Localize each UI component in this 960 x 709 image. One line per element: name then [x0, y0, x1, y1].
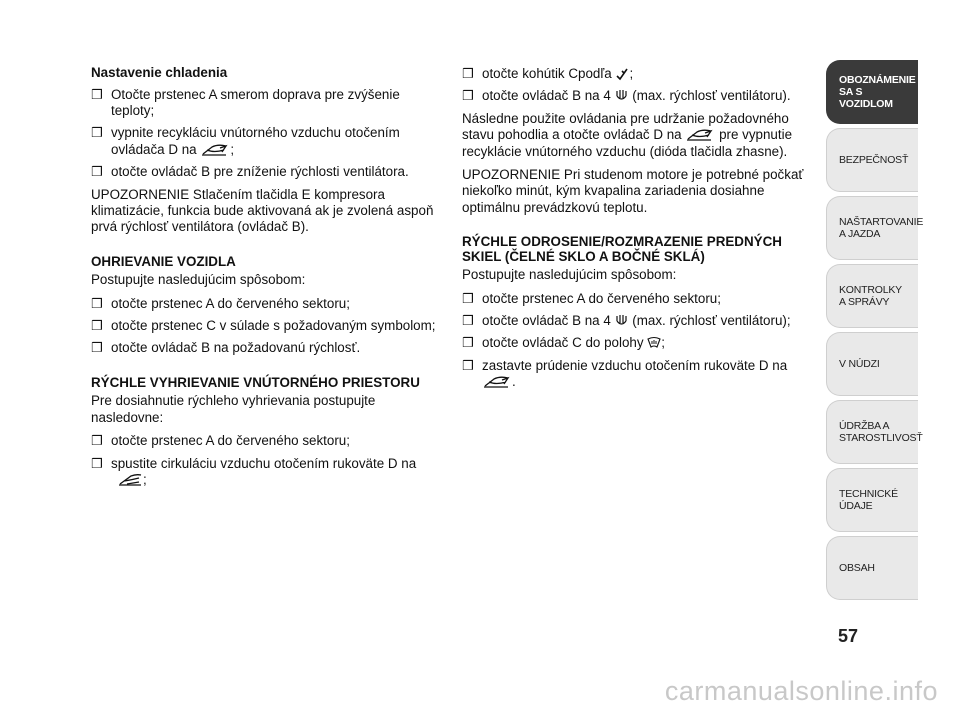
tab-nastartovanie[interactable]: NAŠTARTOVANIE A JAZDA [826, 196, 918, 260]
heating-intro: Postupujte nasledujúcim spôsobom: [91, 272, 306, 288]
recirculation-off-icon [685, 128, 715, 142]
list-item: ❒ Otočte prstenec A smerom doprava pre zvýšenie teploty; [91, 86, 400, 118]
list-item: ❒ otočte ovládač C do polohy ; [462, 335, 666, 351]
checkbox-bullet-icon: ❒ [462, 290, 474, 306]
checkbox-bullet-icon: ❒ [91, 455, 103, 471]
fan-max-icon [615, 89, 629, 103]
checkbox-bullet-icon: ❒ [91, 295, 103, 311]
list-item: ❒ otočte kohútik Cpodľa ; [462, 66, 634, 81]
fan-max-icon [615, 314, 629, 328]
recirculation-on-icon [117, 473, 143, 487]
right-column [462, 66, 817, 397]
heading-defrost: RÝCHLE ODROSENIE/ROZMRAZENIE PREDNÝCH SKIEL (ČELNÉ SKLO A BOČNÉ SKLÁ) [462, 234, 782, 264]
list-item: ❒ vypnite recykláciu vnútorného vzduchu otočením ovládača D na ; [91, 125, 400, 157]
list-item: ❒ otočte ovládač B na požadovanú rýchlosť. [91, 340, 361, 356]
checkbox-bullet-icon: ❒ [462, 88, 474, 104]
tab-technicke[interactable]: TECHNICKÉ ÚDAJE [826, 468, 918, 532]
list-item: ❒ otočte prstenec C v súlade s požadovaným symbolom; [91, 318, 436, 334]
section-tabs [826, 60, 924, 604]
tab-kontrolky[interactable]: KONTROLKY A SPRÁVY [826, 264, 918, 328]
tab-v-nudzi[interactable]: V NÚDZI [826, 332, 918, 396]
recirculation-off-icon [200, 143, 230, 157]
list-item: ❒ otočte prstenec A do červeného sektoru; [91, 295, 350, 311]
tab-udrzba[interactable]: ÚDRŽBA A STAROSTLIVOSŤ [826, 400, 918, 464]
checkbox-bullet-icon: ❒ [462, 313, 474, 329]
footwell-defrost-icon [615, 67, 629, 81]
left-column [91, 66, 443, 494]
list-item: ❒ otočte ovládač B na 4 (max. rýchlosť ventilátoru). [462, 88, 791, 104]
list-item: ❒ spustite cirkuláciu vzduchu otočením rukoväte D na ; [91, 455, 417, 487]
list-item: ❒ otočte prstenec A do červeného sektoru; [91, 433, 350, 449]
heading-heating: OHRIEVANIE VOZIDLA [91, 253, 236, 269]
checkbox-bullet-icon: ❒ [462, 357, 474, 373]
checkbox-bullet-icon: ❒ [91, 125, 103, 141]
watermark: carmanualsonline.info [664, 676, 938, 706]
defrost-intro: Postupujte nasledujúcim spôsobom: [462, 267, 677, 283]
checkbox-bullet-icon: ❒ [91, 318, 103, 334]
list-item: ❒ otočte ovládač B na 4 (max. rýchlosť ventilátoru); [462, 313, 791, 329]
warning-compressor: UPOZORNENIE Stlačením tlačidla E kompresora klimatizácie, funkcia bude aktivovaná ak je zvolená aspoň prvá rýchlosť ventilátora (ovládač B). [91, 186, 434, 235]
tab-bezpecnost[interactable]: BEZPEČNOSŤ [826, 128, 918, 192]
page-number: 57 [838, 626, 859, 646]
fast-heating-intro: Pre dosiahnutie rýchleho vyhrievania postupujte nasledovne: [91, 393, 376, 425]
list-item: ❒ otočte prstenec A do červeného sektoru; [462, 290, 721, 306]
heading-cooling: Nastavenie chladenia [91, 65, 228, 80]
checkbox-bullet-icon: ❒ [91, 340, 103, 356]
tab-obsah[interactable]: OBSAH [826, 536, 918, 600]
recirculation-off-icon [482, 375, 512, 389]
checkbox-bullet-icon: ❒ [91, 164, 103, 180]
heading-fast-heating: RÝCHLE VYHRIEVANIE VNÚTORNÉHO PRIESTORU [91, 374, 420, 390]
warning-cold-engine: UPOZORNENIE Pri studenom motore je potrebné počkať niekoľko minút, kým kvapalina zariadenia dosiahne optimálnu prevádzkovú teplotu. [462, 167, 804, 215]
tab-oboznamenie[interactable]: OBOZNÁMENIE SA S VOZIDLOM [826, 60, 918, 124]
checkbox-bullet-icon: ❒ [462, 66, 474, 81]
list-item: ❒ otočte ovládač B pre zníženie rýchlosti ventilátora. [91, 164, 409, 180]
comfort-paragraph: Následne použite ovládania pre udržanie požadovného stavu pohodlia a otočte ovládač D na pre vypnutie recyklácie vnútorného vzduchu (dióda tlačidla zhasne). [462, 110, 793, 159]
windscreen-defrost-icon [647, 336, 661, 350]
checkbox-bullet-icon: ❒ [91, 433, 103, 449]
checkbox-bullet-icon: ❒ [91, 86, 103, 102]
list-item: ❒ zastavte prúdenie vzduchu otočením rukoväte D na . [462, 357, 788, 390]
checkbox-bullet-icon: ❒ [462, 335, 474, 351]
